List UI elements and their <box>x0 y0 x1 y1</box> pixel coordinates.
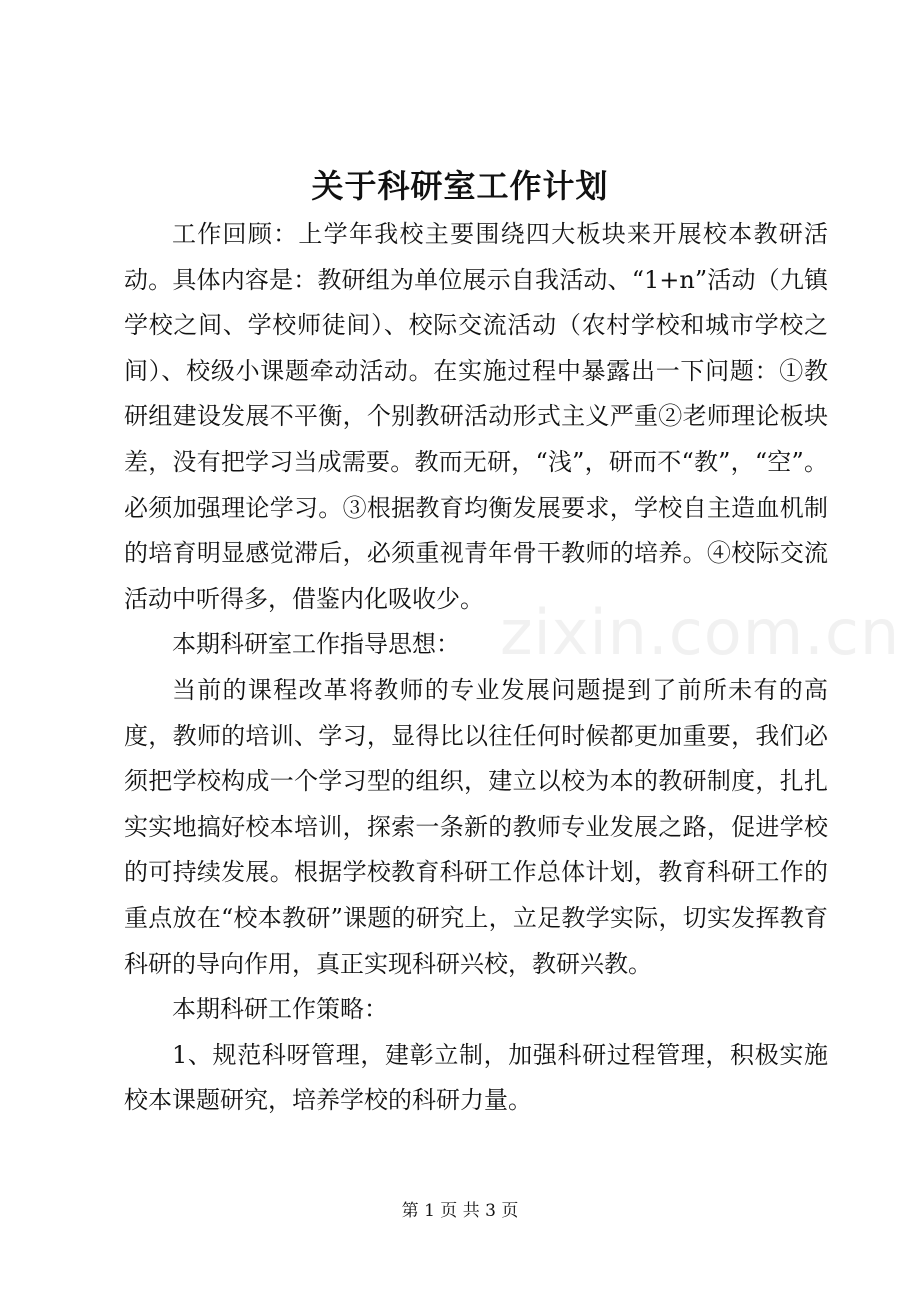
paragraph-guiding-thought-heading: 本期科研室工作指导思想： <box>172 630 460 659</box>
paragraph-guiding-thought: 当前的课程改革将教师的专业发展问题提到了前所未有的高度，教师的培训、学习，显得比以往任何时候都更加重要，我们必须把学校构成一个学习型的组织，建立以校为本的教研制度，扎扎实实地搞好校本培训，探索一条新的教师专业发展之路，促进学校的可持续发展。根据学校教育科研工作总体计划，教育科研工作的重点放在“校本教研”课题的研究上，立足教学实际，切实发挥教育科研的导向作用，真正实现科研兴校，教研兴教。 <box>124 675 828 978</box>
watermark-logo: zixin.com.cn <box>500 596 901 669</box>
document-body <box>124 212 828 1124</box>
paragraph-strategy-item-1: 1、规范科呀管理，建彰立制，加强科研过程管理，积极实施校本课题研究，培养学校的科研力量。 <box>124 1040 828 1115</box>
paragraph-work-review: 工作回顾：上学年我校主要围绕四大板块来开展校本教研活动。具体内容是：教研组为单位展示自我活动、“1+n”活动（九镇学校之间、学校师徒间）、校际交流活动（农村学校和城市学校之间）、校级小课题牵动活动。在实施过程中暴露出一下问题：①教研组建设发展不平衡，个别教研活动形式主义严重②老师理论板块差，没有把学习当成需要。教而无研，“浅”，研而不“教”，“空”。必须加强理论学习。③根据教育均衡发展要求，学校自主造血机制的培育明显感觉滞后，必须重视青年骨干教师的培养。④校际交流活动中听得多，借鉴内化吸收少。 <box>124 220 828 613</box>
document-title: 关于科研室工作计划 <box>311 167 609 205</box>
page-footer: 第 1 页 共 3 页 <box>401 1201 519 1221</box>
paragraph-strategy-heading: 本期科研工作策略： <box>172 995 388 1024</box>
